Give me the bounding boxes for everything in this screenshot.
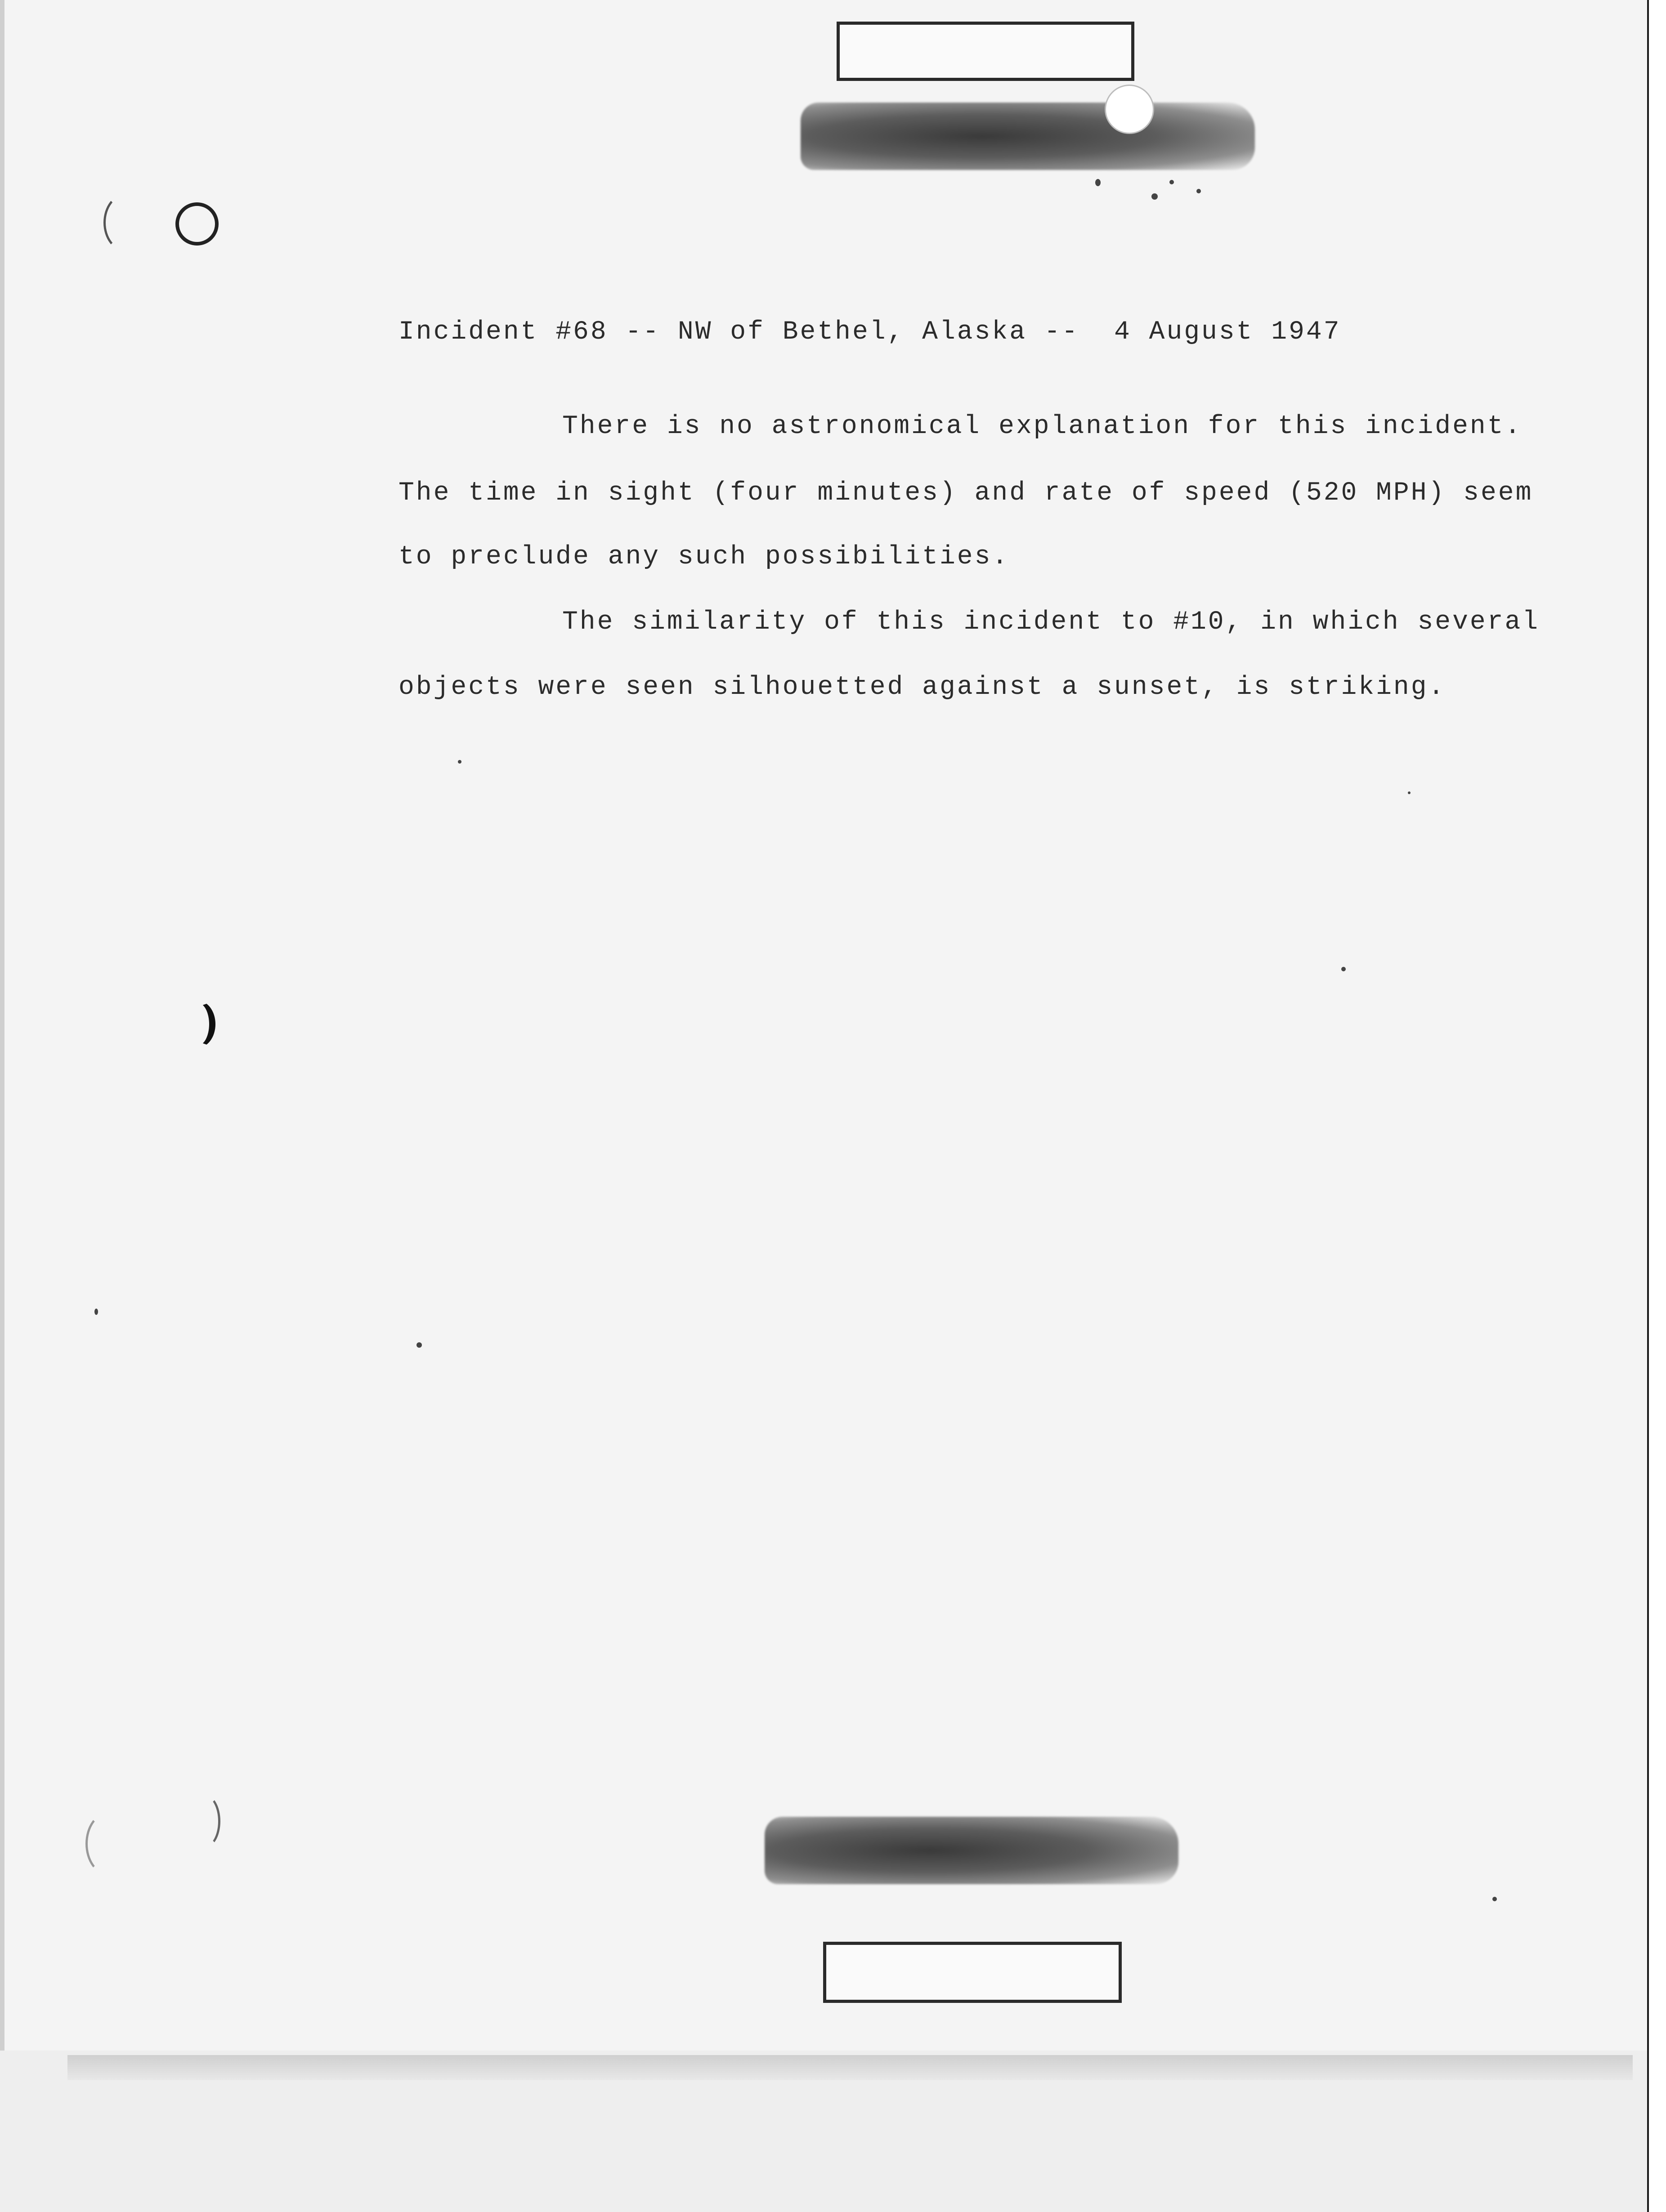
incident-heading: Incident #68 -- NW of Bethel, Alaska -- 4 August 1947 (399, 317, 1341, 347)
paper-speck (1492, 1897, 1497, 1901)
smudge-speck (1151, 193, 1158, 200)
binder-arc-top (103, 193, 148, 252)
smudge-speck (1095, 179, 1101, 186)
page-bottom-shadow (67, 2055, 1633, 2080)
binder-arc-bottom-left (85, 1812, 130, 1875)
top-redaction-box (837, 22, 1134, 81)
top-punch-hole (1105, 85, 1154, 134)
paragraph-1-line-2: The time in sight (four minutes) and rate of speed (520 MPH) seem (399, 478, 1533, 508)
top-redaction-smudge (801, 103, 1255, 170)
binder-arc-bottom (189, 1794, 220, 1848)
smudge-speck (1169, 180, 1174, 184)
paper-speck (94, 1309, 98, 1315)
paper-speck (1341, 967, 1346, 971)
page-right-edge (1647, 0, 1666, 2212)
smudge-speck (1196, 189, 1201, 193)
paper-speck (458, 760, 461, 764)
page-left-edge (0, 0, 4, 2212)
paragraph-2-line-2: objects were seen silhouetted against a sunset, is striking. (399, 673, 1446, 702)
paragraph-2-line-1: The similarity of this incident to #10, in which several (562, 608, 1540, 637)
binder-hole-middle (180, 1001, 215, 1048)
bottom-redaction-smudge (765, 1817, 1178, 1884)
paragraph-1-line-3: to preclude any such possibilities. (399, 542, 1010, 572)
bottom-redaction-box (823, 1942, 1122, 2003)
binder-hole-top (175, 202, 219, 246)
paper-speck (416, 1342, 422, 1348)
paper-speck (1408, 791, 1411, 794)
paragraph-1-line-1: There is no astronomical explanation for this incident. (562, 412, 1523, 441)
